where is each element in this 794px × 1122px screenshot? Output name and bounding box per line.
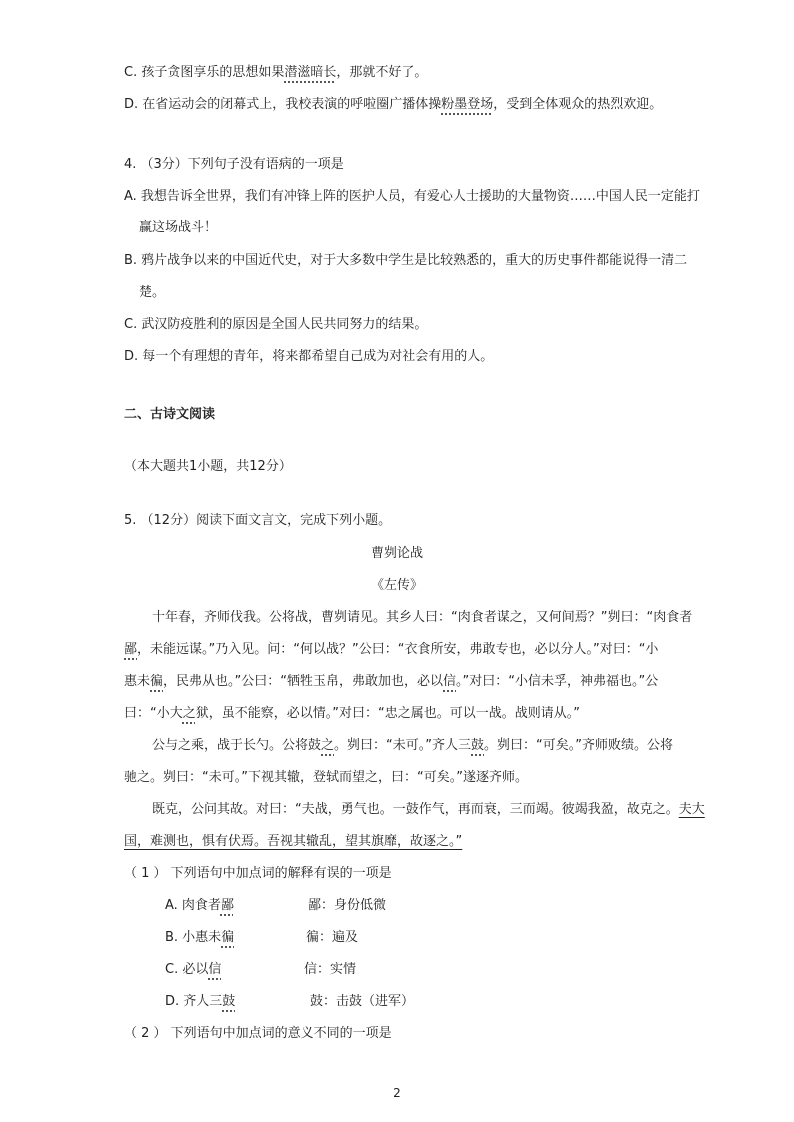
underlined-sentence: 夫大	[678, 802, 705, 817]
passage-p2-line2: 驰之。刿曰：“未可。”下视其辙，登轼而望之，曰：“可矣。”遂逐齐师。	[124, 770, 528, 785]
sub1-option-a-explanation: 鄙：身份低微	[308, 898, 387, 913]
q4-option-a-line2: 赢这场战斗！	[139, 220, 218, 235]
passage-p3-line2	[124, 832, 462, 852]
sub1-option-d: D. 齐人三鼓	[165, 994, 236, 1009]
sub1-option-a: A. 肉食者鄙	[165, 898, 234, 913]
sub1-option-d-explanation: 鼓：击鼓（进军）	[310, 994, 415, 1009]
q4-option-b-line2: 楚。	[139, 285, 166, 300]
dotted-phrase: 粉墨登场	[441, 97, 494, 112]
q3-option-c: C. 孩子贪图享乐的思想如果潜滋暗长，那就不好了。	[124, 65, 428, 80]
q5-sub2-stem: （ 2 ） 下列语句中加点词的意义不同的一项是	[124, 1026, 392, 1041]
q4-stem: 4. （3分）下列句子没有语病的一项是	[124, 157, 344, 172]
dotted-word: 信	[208, 962, 222, 977]
sub1-option-b: B. 小惠未徧	[165, 930, 235, 945]
passage-p1-line2: 鄙，未能远谋。”乃入见。问：“何以战？”公曰：“衣食所安，弗敢专也，必以分人。”对曰：“小	[124, 642, 659, 657]
section-note: （本大题共1小题，共12分）	[124, 459, 292, 474]
passage-p1-line4: 曰：“小大之狱，虽不能察，必以情。”对曰：“忠之属也。可以一战。战则请从。”	[124, 706, 580, 721]
dotted-word: 鼓	[222, 994, 236, 1009]
dotted-word: 徧	[221, 930, 235, 945]
sub1-option-c: C. 必以信	[165, 962, 222, 977]
q4-option-a-line1: A. 我想告诉全世界，我们有冲锋上阵的医护人员，有爱心人士援助的大量物资……中国人民一定能打	[124, 189, 700, 204]
page-number: 2	[393, 1086, 401, 1100]
q4-option-d: D. 每一个有理想的青年，将来都希望自己成为对社会有用的人。	[124, 349, 494, 364]
q3-option-d: D. 在省运动会的闭幕式上，我校表演的呼啦圈广播体操粉墨登场，受到全体观众的热烈欢迎。	[124, 97, 663, 112]
dotted-word: 之	[321, 738, 335, 753]
sub1-option-b-explanation: 徧：遍及	[306, 930, 359, 945]
dotted-word: 鄙	[220, 898, 234, 913]
dotted-phrase: 潜滋暗长	[284, 65, 337, 80]
underlined-sentence: 国，难测也，惧有伏焉。吾视其辙乱，望其旗靡，故逐之。”	[124, 834, 463, 849]
q5-sub1-stem: （ 1 ） 下列语句中加点词的解释有误的一项是	[124, 866, 392, 881]
dotted-word: 鄙	[124, 642, 138, 657]
section-title: 二、古诗文阅读	[124, 407, 216, 422]
passage-p1-line3: 惠未徧，民弗从也。”公曰：“牺牲玉帛，弗敢加也，必以信。”对曰：“小信未孚，神弗福也。”公	[124, 674, 659, 689]
passage-p2-line1: 公与之乘，战于长勺。公将鼓之。刿曰：“未可。”齐人三鼓。刿曰：“可矣。”齐师败绩。公将	[152, 738, 674, 753]
sub1-option-c-explanation: 信：实情	[304, 962, 357, 977]
passage-source: 《左传》	[370, 578, 423, 593]
dotted-word: 鼓	[471, 738, 485, 753]
dotted-word: 徧	[150, 674, 164, 689]
passage-p3-line1: 既克，公问其故。对曰：“夫战，勇气也。一鼓作气，再而衰，三而竭。彼竭我盈，故克之。夫大	[152, 802, 705, 817]
q4-option-b-line1: B. 鸦片战争以来的中国近代史，对于大多数中学生是比较熟悉的，重大的历史事件都能说得一清二	[124, 253, 688, 268]
dotted-word: 信	[443, 674, 457, 689]
passage-title: 曹刿论战	[370, 546, 423, 561]
passage-p1-line1: 十年春，齐师伐我。公将战，曹刿请见。其乡人曰：“肉食者谋之，又何间焉？”刿曰：“肉食者	[152, 610, 693, 625]
q4-option-c: C. 武汉防疫胜利的原因是全国人民共同努力的结果。	[124, 317, 428, 332]
q5-stem: 5. （12分）阅读下面文言文，完成下列小题。	[124, 513, 392, 528]
dotted-word: 之	[182, 706, 196, 721]
